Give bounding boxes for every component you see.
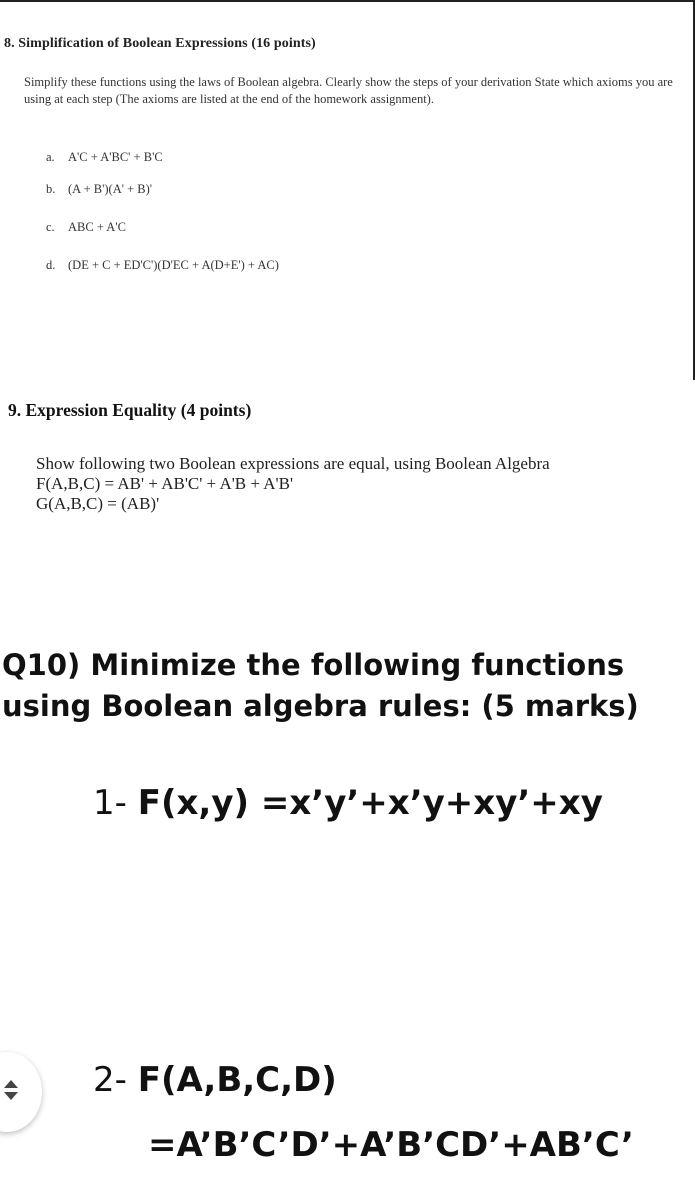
q8-item-b-expr: (A + B')(A' + B)' — [68, 182, 153, 196]
q8-item-c — [46, 220, 126, 235]
q8-item-d-expr: (DE + C + ED'C')(D'EC + A(D+E') + AC) — [68, 258, 279, 272]
q8-item-c-label: c. — [46, 220, 55, 234]
question-9 — [8, 400, 688, 513]
q10-title-line1: Q10) Minimize the following functions — [2, 648, 625, 682]
q8-item-a-expr: A'C + A'BC' + B'C — [68, 150, 163, 164]
q9-function-f: F(A,B,C) = AB' + AB'C' + A'B + A'B' — [36, 474, 294, 493]
q9-body — [36, 454, 695, 514]
q10-title-line2: using Boolean algebra rules: (5 marks) — [2, 689, 639, 723]
top-border — [0, 0, 695, 2]
question-10 — [0, 645, 695, 1165]
scroll-handle[interactable] — [0, 1052, 42, 1132]
q10-function-2-expr: F(A,B,C,D) — [137, 1060, 337, 1100]
q9-title: 9. Expression Equality (4 points) — [8, 400, 252, 420]
q8-title: 8. Simplification of Boolean Expressions (16 points) — [4, 36, 316, 51]
q9-instruction: Show following two Boolean expressions are equal, using Boolean Algebra — [36, 454, 550, 473]
q10-function-2 — [93, 1060, 337, 1100]
q9-function-g: G(A,B,C) = (AB)' — [36, 494, 160, 513]
q8-item-d-label: d. — [46, 258, 56, 272]
q10-function-2-expr-cont: =A’B’C’D’+A’B’CD’+AB’C’ — [148, 1125, 634, 1165]
q10-function-1 — [93, 783, 603, 823]
q8-item-c-expr: ABC + A'C — [68, 220, 126, 234]
q8-item-b — [46, 182, 152, 197]
scroll-up-arrow-icon — [4, 1080, 18, 1088]
q8-item-d — [46, 258, 279, 273]
q10-function-1-number: 1- — [93, 783, 138, 823]
q8-item-b-label: b. — [46, 182, 56, 196]
q8-instructions: Simplify these functions using the laws of Boolean algebra. Clearly show the steps of your derivation State which axioms you are using at each step (The axioms are listed at the end of the homework assignment). — [24, 75, 673, 106]
q8-item-a — [46, 150, 163, 165]
q10-function-1-expr: F(x,y) =x’y’+x’y+xy’+xy — [137, 783, 603, 823]
q10-function-2-number: 2- — [93, 1060, 138, 1100]
question-8 — [4, 36, 689, 272]
q8-item-a-label: a. — [46, 150, 55, 164]
scroll-down-arrow-icon — [4, 1092, 18, 1100]
